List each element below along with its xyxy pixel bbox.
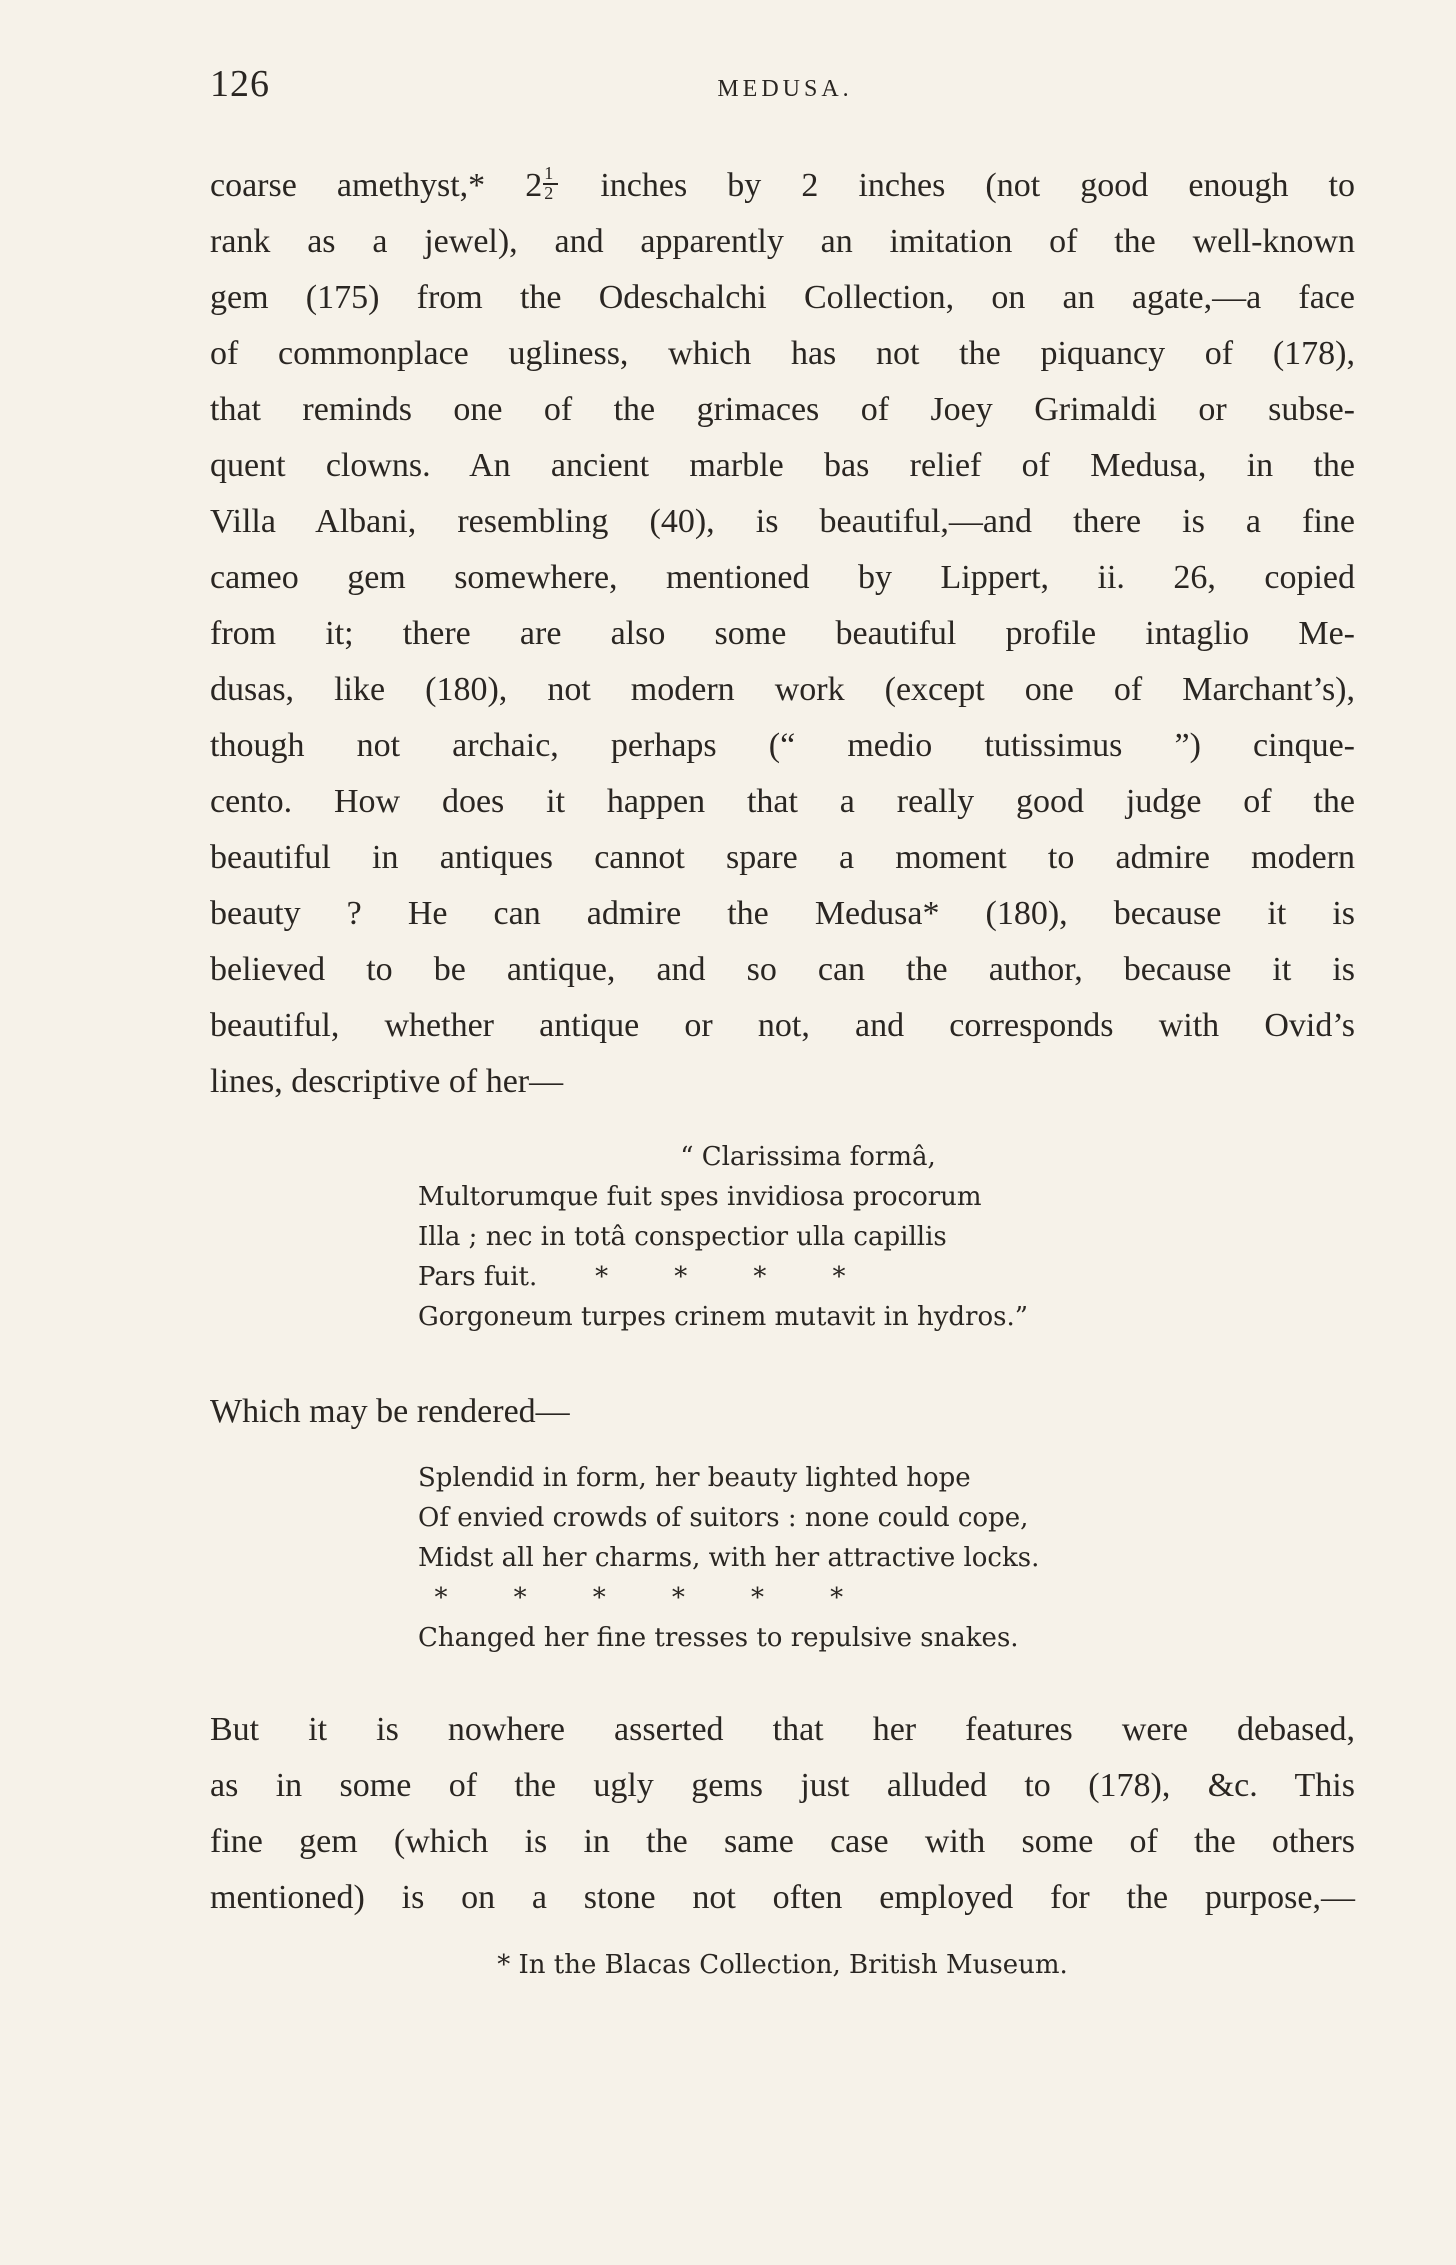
text-line: gem (175) from the Odeschalchi Collection, on an agate,—a face	[210, 279, 1355, 316]
verse-line: Pars fuit. * * * *	[418, 1262, 846, 1292]
latin-verse-quote	[418, 1137, 1198, 1337]
verse-line: Gorgoneum turpes crinem mutavit in hydros.”	[418, 1302, 1029, 1332]
text-line: beautiful, whether antique or not, and corresponds with Ovid’s	[210, 1007, 1355, 1044]
verse-line: Illa ; nec in totâ conspectior ulla capillis	[418, 1222, 947, 1252]
text-line: from it; there are also some beautiful profile intaglio Me-	[210, 615, 1355, 652]
verse-line: “ Clarissima formâ,	[680, 1142, 936, 1172]
text-line: But it is nowhere asserted that her features were debased,	[210, 1711, 1355, 1748]
text-line: Which may be rendered—	[210, 1393, 570, 1430]
verse-line: Multorumque fuit spes invidiosa procorum	[418, 1182, 982, 1212]
text-line: that reminds one of the grimaces of Joey Grimaldi or subse-	[210, 391, 1355, 428]
text-fragment: coarse amethyst,* 2	[210, 167, 543, 204]
fraction-denominator: 2	[544, 183, 554, 203]
fraction-one-half	[542, 163, 560, 203]
english-verse-translation	[418, 1458, 1198, 1658]
text-line: of commonplace ugliness, which has not the piquancy of (178),	[210, 335, 1355, 372]
text-line: lines, descriptive of her—	[210, 1063, 564, 1100]
verse-line: Midst all her charms, with her attractive locks.	[418, 1543, 1040, 1573]
text-line: fine gem (which is in the same case with some of the others	[210, 1823, 1355, 1860]
paragraph-2	[210, 1702, 1355, 1926]
page-number: 126	[210, 63, 270, 105]
text-line: beautiful in antiques cannot spare a moment to admire modern	[210, 839, 1355, 876]
page-header	[210, 62, 1360, 122]
verse-line: Changed her fine tresses to repulsive snakes.	[418, 1623, 1019, 1653]
text-line: believed to be antique, and so can the author, because it is	[210, 951, 1355, 988]
text-line: as in some of the ugly gems just alluded to (178), &c. This	[210, 1767, 1355, 1804]
verse-line: Of envied crowds of suitors : none could cope,	[418, 1503, 1029, 1533]
footnote: * In the Blacas Collection, British Museum.	[497, 1950, 1068, 1980]
text-line	[210, 158, 1355, 214]
text-fragment: inches by 2 inches (not good enough to	[560, 167, 1356, 204]
transition-paragraph	[210, 1384, 1355, 1440]
text-line: mentioned) is on a stone not often employed for the purpose,—	[210, 1879, 1355, 1916]
verse-line: Splendid in form, her beauty lighted hope	[418, 1463, 971, 1493]
text-line: though not archaic, perhaps (“ medio tutissimus ”) cinque-	[210, 727, 1355, 764]
text-line: cameo gem somewhere, mentioned by Lippert, ii. 26, copied	[210, 559, 1355, 596]
paragraph-1	[210, 158, 1355, 1110]
text-line: dusas, like (180), not modern work (except one of Marchant’s),	[210, 671, 1355, 708]
text-line: rank as a jewel), and apparently an imitation of the well-known	[210, 223, 1355, 260]
text-line: beauty ? He can admire the Medusa* (180), because it is	[210, 895, 1355, 932]
text-line: quent clowns. An ancient marble bas relief of Medusa, in the	[210, 447, 1355, 484]
fraction-numerator: 1	[544, 163, 554, 183]
text-line: cento. How does it happen that a really good judge of the	[210, 783, 1355, 820]
verse-line: * * * * * *	[418, 1583, 844, 1613]
text-line: Villa Albani, resembling (40), is beautiful,—and there is a fine	[210, 503, 1355, 540]
running-head: MEDUSA.	[717, 76, 853, 102]
